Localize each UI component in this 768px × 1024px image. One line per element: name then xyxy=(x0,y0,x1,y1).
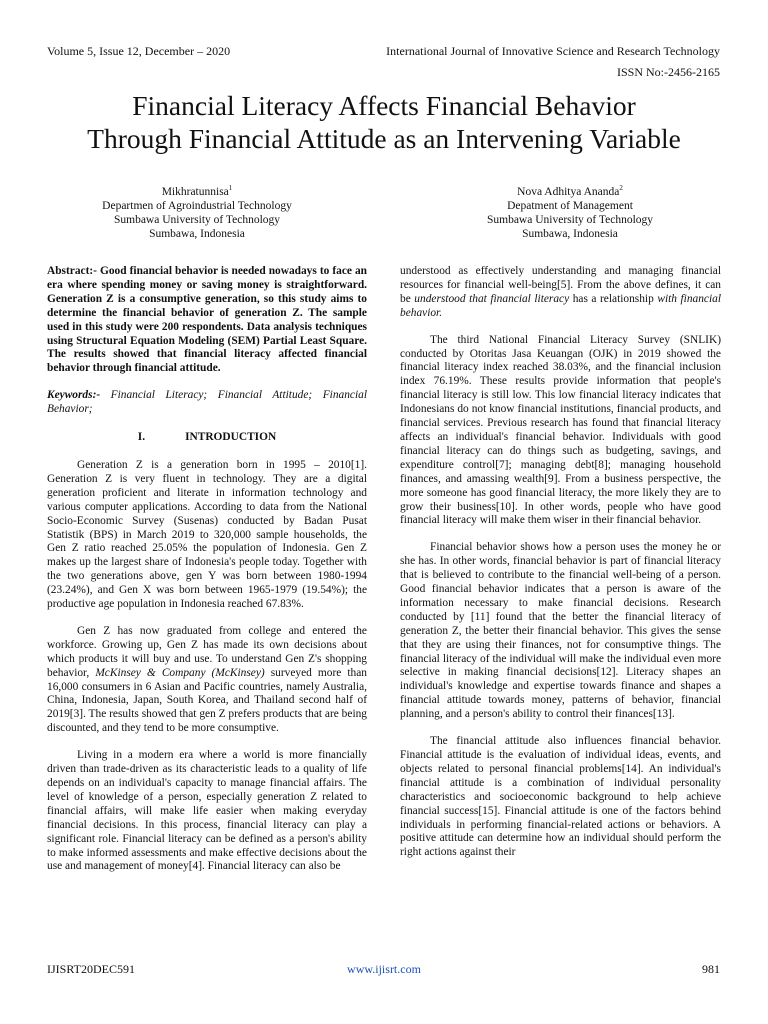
left-column xyxy=(47,265,367,874)
section-number: I. xyxy=(137,431,146,444)
issn: ISSN No:-2456-2165 xyxy=(616,65,720,79)
paragraph: The financial attitude also influences financial behavior. Financial attitude is the evaluation of individual ideas, events, and objects related to personal financial problems[14]. An individual's financial attitude is a combination of individual personality characteristics and socioeconomic background to help achieve financial success[15]. Financial attitude is one of the factors behind individuals in performing financial-related actions or behaviors. A positive attitude can determine how an individual should perform the right actions against their xyxy=(400,735,721,859)
author-loc: Sumbawa, Indonesia xyxy=(149,227,245,240)
keywords xyxy=(47,389,367,417)
abstract xyxy=(47,265,367,376)
paper-id: IJISRT20DEC591 xyxy=(47,962,135,976)
paragraph-italic: with financial behavior. xyxy=(400,292,721,319)
paragraph: Generation Z is a generation born in 1995 – 2010[1]. Generation Z is very fluent in technology. They are a digital generation proficient and literate in information technology and various computer applications. According to data from the National Socio-Economic Survey (Susenas) conducted by Badan Pusat Statistik (BPS) in March 2019 to 320,000 sample households, the Gen Z ratio reached 25.05% the population of Indonesia. Gen Z makes up the largest share of Indonesia's people today. Together with the two generations above, gen Y was born between 1980-1994 (23.24%), and Gen X was born between 1965-1979 (19.54%); the productive age population in Indonesia reached 67.83%. xyxy=(47,458,367,611)
paragraph-text: understood as effectively understanding and managing financial resources for financial well-being[5]. From the above defines, it can be xyxy=(400,265,721,305)
keywords-text: Financial Literacy; Financial Attitude; Financial Behavior; xyxy=(47,389,367,416)
section-heading xyxy=(47,431,367,445)
paragraph-text: surveyed more than 16,000 consumers in 6 Asian and Pacific countries, namely Australia, China, Indonesia, Japan, South Korea, and Thailand second half of 2019[3]. The results showed that gen Z prefers products that are being discounted, and they tend to be more consumptive. xyxy=(47,666,367,735)
paper-title xyxy=(0,89,768,155)
paragraph-italic: McKinsey & Company (McKinsey) xyxy=(95,666,265,679)
author-dept: Depatment of Management xyxy=(507,199,633,212)
journal-volume: Volume 5, Issue 12, December – 2020 xyxy=(47,44,231,58)
page-number: 981 xyxy=(702,962,720,976)
author-univ: Sumbawa University of Technology xyxy=(486,213,654,226)
author-block-1 xyxy=(47,181,347,241)
title-line-2: Through Financial Attitude as an Intervening Variable xyxy=(87,123,681,154)
keywords-label: Keywords:- xyxy=(47,389,101,402)
paragraph: The third National Financial Literacy Survey (SNLIK) conducted by Otoritas Jasa Keuangan (OJK) in 2019 showed the financial literacy index reached 38.03%, and the financial inclusion index 76.19%. These results provide information that people's financial literacy is still low. This low financial literacy indicates that Indonesians do not know financial institutions, financial products, and financial services. Previous research has found that financial literacy affects an individual's financial behavior. Individuals with good financial literacy can do things such as budgeting, savings, and expenditure control[7]; managing debt[8]; managing household finances, and amassing wealth[9]. From a business perspective, the more someone has good financial literacy, the more likely they are to grow their business[10]. In other words, people who have good financial literacy will make them wiser in their financial behavior. xyxy=(400,333,721,527)
paragraph-italic: understood that financial literacy xyxy=(414,292,570,305)
author-name: Nova Adhitya Ananda xyxy=(517,185,620,198)
paragraph xyxy=(400,265,721,321)
paragraph xyxy=(47,625,367,736)
author-name: Mikhratunnisa xyxy=(161,185,229,198)
author-dept: Departmen of Agroindustrial Technology xyxy=(102,199,292,212)
abstract-label: Abstract:- xyxy=(47,265,97,277)
paragraph-text: Gen Z has now graduated from college and entered the workforce. Growing up, Gen Z has made its own decisions about which products it will buy and use. To understand Gen Z's shopping behavior, xyxy=(47,624,367,679)
journal-name: International Journal of Innovative Science and Research Technology xyxy=(386,44,720,58)
journal-website-link[interactable]: www.ijisrt.com xyxy=(347,962,421,976)
author-loc: Sumbawa, Indonesia xyxy=(522,227,618,240)
author-block-2 xyxy=(420,181,720,241)
right-column xyxy=(400,265,721,860)
title-line-1: Financial Literacy Affects Financial Behavior xyxy=(132,90,636,121)
paragraph: Financial behavior shows how a person uses the money he or she has. In other words, financial behavior is part of financial literacy that is believed to contribute to the financial well-being of a person. Good financial behavior indicates that a person is aware of the information necessary to make financial decisions. Research conducted by [11] found that the better the financial literacy of generation Z, the better their financial behavior. This gives the sense that they are using their finances, not for consumptive things. The financial literacy of the individual will make the individual even more selective in making financial decisions[12]. Literacy shapes an individual's knowledge and expertise towards finance and shapes a financial attitude towards money, patterns of behavior, financial planning, and a person's ability to control their finances[13]. xyxy=(400,541,721,721)
author-univ: Sumbawa University of Technology xyxy=(113,213,281,226)
author-sup: 2 xyxy=(619,184,623,192)
author-sup: 1 xyxy=(228,184,233,192)
paragraph-text: has a relationship xyxy=(569,292,658,305)
paragraph: Living in a modern era where a world is more financially driven than trade-driven as its characteristic leads to a quality of life depends on an individual's capacity to manage financial affairs. The level of knowledge of a person, especially generation Z related to financial affairs, will make life easier when making everyday financial decisions. In this process, financial literacy can play a significant role. Financial literacy can be defined as a person's ability to make informed assessments and make effective decisions about the use and management of money[4]. Financial literacy can also be xyxy=(47,749,367,873)
abstract-text: Good financial behavior is needed nowadays to face an era where spending money or saving money is straightforward. Generation Z is a consumptive generation, so this study aims to determine the financial behavior of generation Z. The sample used in this study were 200 respondents. Data analysis techniques using Structural Equation Modeling (SEM) Partial Least Square. The results showed that financial literacy affected financial behavior through financial attitude. xyxy=(47,265,367,375)
section-title: INTRODUCTION xyxy=(185,431,277,444)
